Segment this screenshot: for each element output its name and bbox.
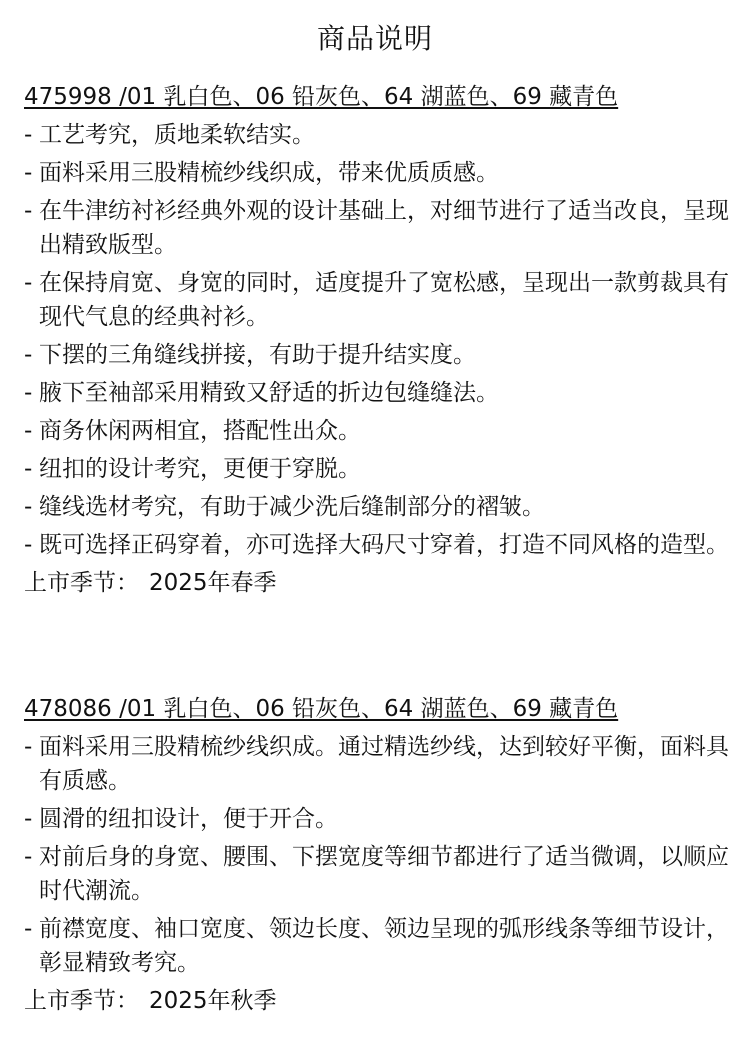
bullet-dash: - (24, 342, 33, 368)
bullet-dash: - (24, 532, 33, 558)
bullet-dash: - (24, 160, 33, 186)
bullet-dash: - (24, 380, 33, 406)
feature-item (24, 376, 730, 410)
bullet-dash: - (24, 270, 33, 296)
bullet-dash: - (24, 418, 33, 444)
bullet-dash: - (24, 734, 33, 760)
feature-item (24, 840, 730, 908)
feature-text: 圆滑的纽扣设计，便于开合。 (39, 806, 338, 832)
bullet-dash: - (24, 456, 33, 482)
feature-item (24, 528, 730, 562)
feature-item (24, 730, 730, 798)
bullet-dash: - (24, 806, 33, 832)
feature-item (24, 452, 730, 486)
release-season (24, 566, 730, 600)
feature-text: 工艺考究，质地柔软结实。 (39, 122, 315, 148)
season-label: 上市季节： (24, 570, 139, 596)
feature-text: 缝线选材考究，有助于减少洗后缝制部分的褶皱。 (39, 494, 545, 520)
feature-list (24, 118, 730, 562)
feature-text: 既可选择正码穿着，亦可选择大码尺寸穿着，打造不同风格的造型。 (39, 532, 729, 558)
season-value: 2025年春季 (149, 570, 277, 596)
feature-text: 商务休闲两相宜，搭配性出众。 (39, 418, 361, 444)
feature-text: 前襟宽度、袖口宽度、领边长度、领边呈现的弧形线条等细节设计，彰显精致考究。 (39, 916, 729, 976)
feature-item (24, 490, 730, 524)
page-title: 商品说明 (316, 22, 433, 55)
feature-item (24, 118, 730, 152)
product-code-colors: 478086 /01 乳白色、06 铅灰色、64 湖蓝色、69 藏青色 (24, 696, 619, 722)
feature-item (24, 802, 730, 836)
feature-text: 在保持肩宽、身宽的同时，适度提升了宽松感，呈现出一款剪裁具有现代气息的经典衬衫。 (39, 270, 729, 330)
product-code-colors: 475998 /01 乳白色、06 铅灰色、64 湖蓝色、69 藏青色 (24, 84, 619, 110)
feature-text: 在牛津纺衬衫经典外观的设计基础上，对细节进行了适当改良，呈现出精致版型。 (39, 198, 729, 258)
bullet-dash: - (24, 916, 33, 942)
feature-text: 下摆的三角缝线拼接，有助于提升结实度。 (39, 342, 476, 368)
bullet-dash: - (24, 844, 33, 870)
feature-item (24, 156, 730, 190)
season-label: 上市季节： (24, 988, 139, 1014)
feature-list (24, 730, 730, 980)
product-section (24, 82, 730, 600)
feature-text: 面料采用三股精梳纱线织成。通过精选纱线，达到较好平衡，面料具有质感。 (39, 734, 729, 794)
bullet-dash: - (24, 198, 33, 224)
feature-item (24, 414, 730, 448)
feature-item (24, 338, 730, 372)
feature-text: 面料采用三股精梳纱线织成，带来优质质感。 (39, 160, 499, 186)
feature-item (24, 912, 730, 980)
bullet-dash: - (24, 494, 33, 520)
feature-item (24, 194, 730, 262)
product-section (24, 694, 730, 1018)
feature-text: 腋下至袖部采用精致又舒适的折边包缝缝法。 (39, 380, 499, 406)
release-season (24, 984, 730, 1018)
season-value: 2025年秋季 (149, 988, 277, 1014)
bullet-dash: - (24, 122, 33, 148)
feature-text: 对前后身的身宽、腰围、下摆宽度等细节都进行了适当微调，以顺应时代潮流。 (39, 844, 729, 904)
feature-item (24, 266, 730, 334)
feature-text: 纽扣的设计考究，更便于穿脱。 (39, 456, 361, 482)
